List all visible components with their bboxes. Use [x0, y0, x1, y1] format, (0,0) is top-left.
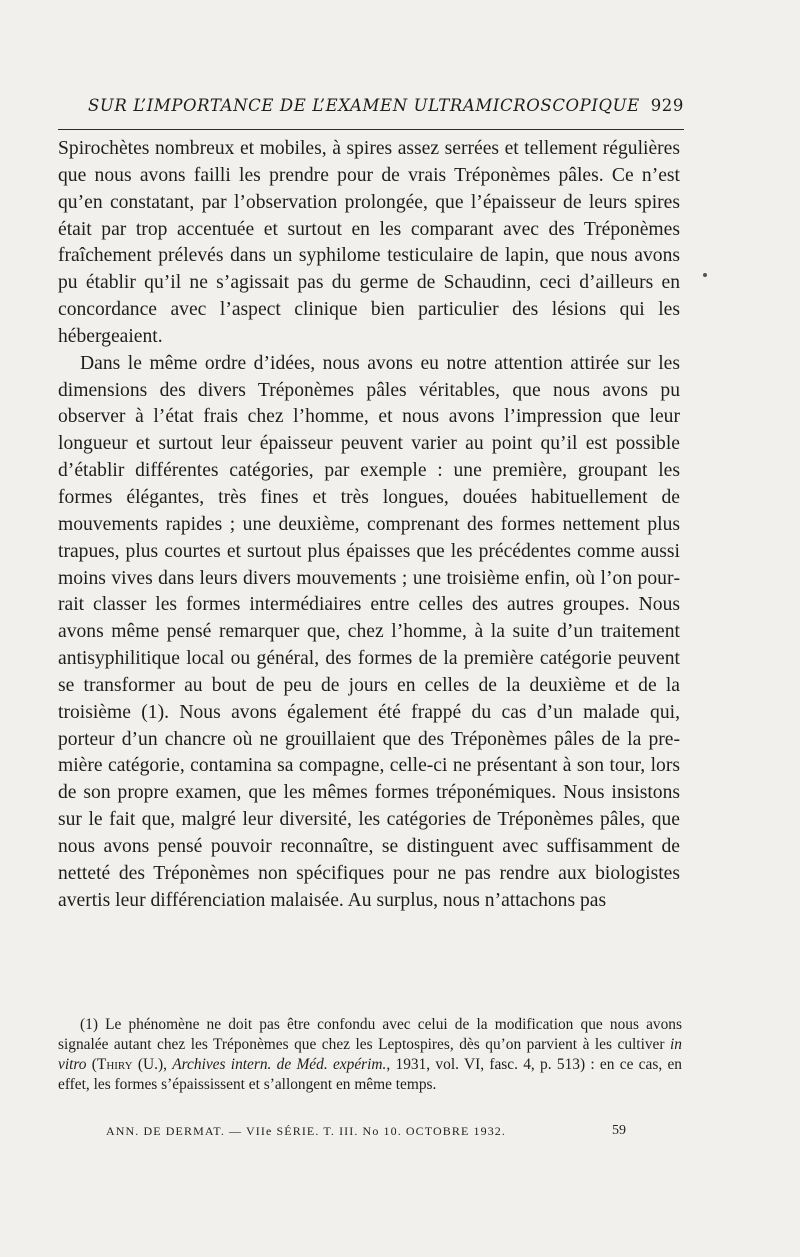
- signature-text: ANN. DE DERMAT. — VIIe SÉRIE. T. III. No 10. OCTOBRE 1932.: [106, 1124, 507, 1138]
- ink-speck: [703, 273, 707, 277]
- footnote-text: [58, 1015, 682, 1095]
- sheet-number: 59: [612, 1123, 626, 1138]
- running-head: [58, 92, 684, 120]
- footnote: [58, 1015, 682, 1095]
- page-number: 929: [650, 96, 684, 115]
- header-rule: [58, 129, 684, 130]
- footnote-part-3: (U.),: [132, 1056, 173, 1073]
- paragraph-1: Spirochètes nombreux et mobiles, à spires assez serrées et tellement régulières que nous avons failli les prendre pour de vrais Tréponèmes pâles. Ce n’est qu’en constatant, par l’observation prolongée, que l’épaisseur de leurs spires était par trop accentuée et surtout en les comparant avec des Tréponèmes fraîchement prélevés dans un syphilome testiculaire de lapin, que nous avons pu établir qu’il ne s’agissait pas du germe de Schaudinn, ceci d’ailleurs en concordance avec l’aspect clinique bien particulier des lésions qui les hébergeaient.: [58, 138, 680, 347]
- running-head-title: SUR L’IMPORTANCE DE L’EXAMEN ULTRAMICROSCOPIQUE: [88, 96, 640, 115]
- footnote-journal: Archives intern. de Méd. expérim.: [172, 1056, 387, 1073]
- footnote-part-1: (1) Le phénomène ne doit pas être confondu avec celui de la modification que nous avons signalée autant chez les Tréponèmes que chez les Leptospires, dès qu’on parvient à les cultiver: [58, 1016, 682, 1053]
- footnote-part-4: , 1931, vol. VI, fasc. 4, p. 513) : en ce cas, en effet, les formes s’épaississent et s’allongent en même temps.: [58, 1056, 682, 1093]
- footnote-author: Thiry: [96, 1056, 133, 1073]
- footnote-part-2: (: [86, 1056, 97, 1073]
- signature-line: [58, 1124, 682, 1146]
- footnote-in-vitro: in vitro: [58, 1036, 682, 1073]
- main-text: [58, 136, 680, 914]
- paragraph-2: Dans le même ordre d’idées, nous avons eu notre attention attirée sur les dimensions des divers Tréponèmes pâles véritables, que nous avons pu observer à l’état frais chez l’homme, et nous avons l’impression que leur longueur et surtout leur épaisseur peuvent varier au point qu’il est possible d’établir différentes catégories, par exemple : une première, groupant les formes élégantes, très fines et très longues, douées habituellement de mouvements rapides ; une deuxième, comprenant des formes nettement plus trapues, plus courtes et surtout plus épaisses que les précédentes comme aussi moins vives dans leurs divers mouvements ; une troisième enfin, où l’on pourrait classer les formes intermédiaires entre celles des autres groupes. Nous avons même pensé remarquer que, chez l’homme, à la suite d’un traitement antisyphilitique local ou général, des formes de la première catégorie peuvent se transformer au bout de peu de jours en celles de la deuxième et de la troisième (1). Nous avons également été frappé du cas d’un malade qui, porteur d’un chancre où ne grouillaient que des Tréponèmes pâles de la première catégorie, contamina sa compagne, celle-ci ne présentant à son tour, lors de son propre examen, que les mêmes formes tréponémiques. Nous insistons sur le fait que, malgré leur diversité, les catégories de Tréponèmes pâles, que nous avons pensé pouvoir reconnaître, se distinguent avec suffisamment de netteté des Tréponèmes non spécifiques pour ne pas rendre aux biologistes avertis leur différenciation malaisée. Au surplus, nous n’attachons pas: [58, 352, 680, 911]
